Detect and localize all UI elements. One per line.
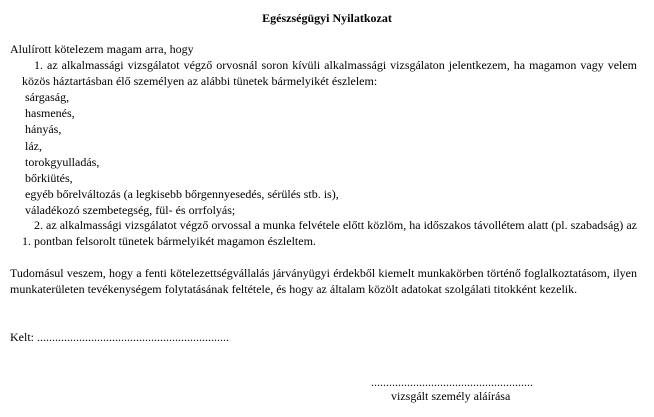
symptom-list: [25, 89, 339, 219]
symptom-item: bőrkiütés,: [25, 170, 73, 185]
symptom-item: láz,: [25, 138, 42, 153]
obligation-item-1: [22, 57, 637, 89]
acknowledgement-paragraph: Tudomásul veszem, hogy a fenti kötelezettségvállalás járványügyi érdekből kiemelt munkakörben történő foglalkoztatásom, ilyen munkaterületen tevékenységem folytatásának feltétele, és hogy az általam közölt adatokat szolgálati titokként kezelik.: [10, 266, 637, 297]
intro-text: Alulírott kötelezem magam arra, hogy: [10, 42, 194, 56]
symptom-item: váladékozó szembetegség, fül- és orrfolyás;: [25, 203, 236, 218]
item-1-number: 1.: [34, 58, 43, 72]
item-2-text: az alkalmassági vizsgálatot végző orvossal a munka felvétele előtt közlöm, ha időszakos távollétem alatt (pl. szabadság) az 1. pontban felsorolt tünetek bármelyikét magamon észleltem.: [22, 218, 637, 248]
symptom-item: hasmenés,: [25, 106, 75, 121]
signature-line: ......................................................: [371, 375, 533, 389]
signature-caption: vizsgált személy aláírása: [391, 389, 511, 403]
symptom-item: sárgaság,: [25, 90, 70, 104]
symptom-item: egyéb bőrelváltozás (a legkisebb bőrgennyesedés, sérülés stb. is),: [25, 187, 339, 202]
item-2-number: 2.: [34, 218, 43, 232]
obligation-item-2: [22, 217, 637, 249]
date-line: Kelt: ................................................................: [10, 330, 229, 344]
symptom-item: hányás,: [25, 122, 62, 137]
symptom-item: torokgyulladás,: [25, 154, 100, 169]
document-title: Egészségügyi Nyilatkozat: [262, 11, 392, 25]
item-1-text: az alkalmassági vizsgálatot végző orvosnál soron kívüli alkalmassági vizsgálaton jelentkezem, ha magamon vagy velem közös háztartásban élő személyen az alábbi tünetek bármelyikét észlelem:: [22, 58, 638, 88]
